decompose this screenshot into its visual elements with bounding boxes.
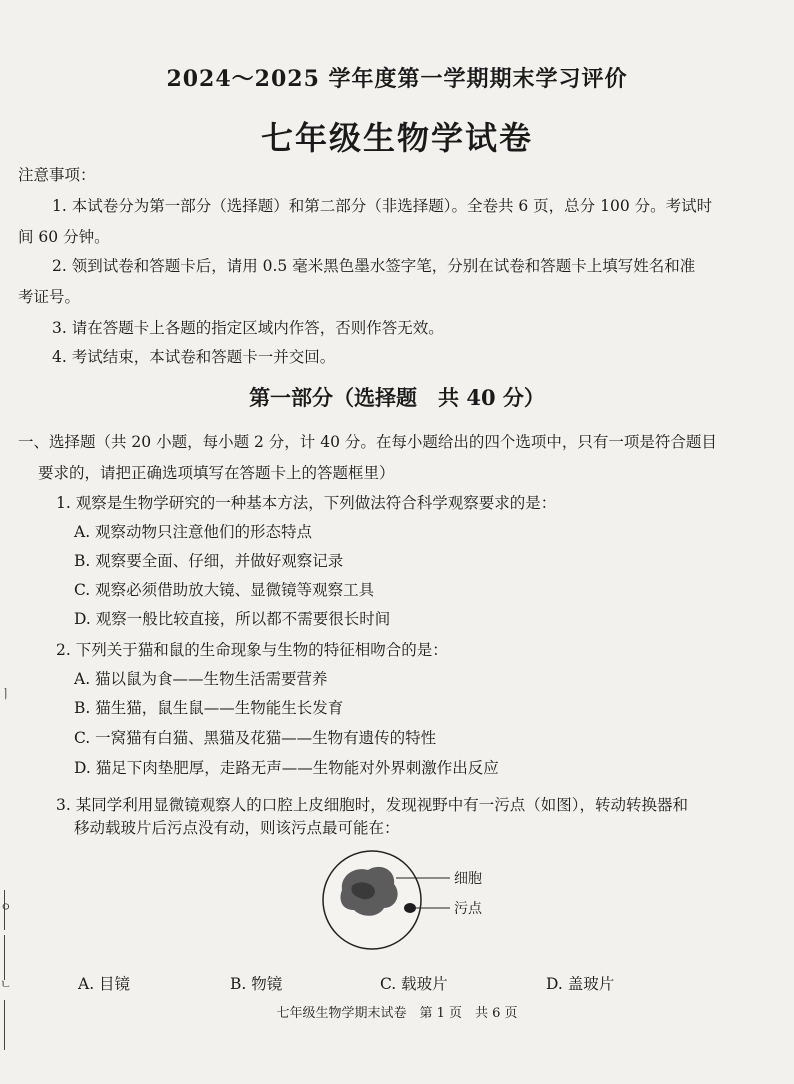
option-a: A. 观察动物只注意他们的形态特点 xyxy=(74,523,313,541)
exam-subtitle: 七年级生物学试卷 xyxy=(260,119,533,157)
option-a: A. 猫以鼠为食——生物生活需要营养 xyxy=(74,670,328,688)
note-item: 考证号。 xyxy=(18,288,81,306)
note-item: 2. 领到试卷和答题卡后，请用 0.5 毫米黑色墨水签字笔，分别在试卷和答题卡上填写姓名和准 xyxy=(52,257,696,275)
note-item: 4. 考试结束，本试卷和答题卡一并交回。 xyxy=(52,348,336,366)
note-item: 3. 请在答题卡上各题的指定区域内作答，否则作答无效。 xyxy=(52,319,444,337)
option-c: C. 观察必须借助放大镜、显微镜等观察工具 xyxy=(74,581,375,599)
question-stem: 2. 下列关于猫和鼠的生命现象与生物的特征相吻合的是： xyxy=(56,641,448,659)
page-footer: 七年级生物学期末试卷 第 1 页 共 6 页 xyxy=(276,1006,518,1021)
notes-heading: 注意事项： xyxy=(18,166,96,184)
margin-mark: ㄴ xyxy=(0,977,12,991)
option-c: C. 一窝猫有白猫、黑猫及花猫——生物有遗传的特性 xyxy=(74,729,437,747)
option-b: B. 猫生猫，鼠生鼠——生物能生长发育 xyxy=(74,699,344,717)
option-c: C. 载玻片 xyxy=(380,975,448,993)
label-cell: 细胞 xyxy=(454,871,482,887)
option-d: D. 盖玻片 xyxy=(546,975,615,993)
margin-mark: ㅣ xyxy=(0,687,12,701)
question-stem: 移动载玻片后污点没有动，则该污点最可能在： xyxy=(74,819,400,837)
exam-title: 2024～2025 学年度第一学期期末学习评价 xyxy=(166,66,628,92)
option-a: A. 目镜 xyxy=(78,975,131,993)
question-stem: 1. 观察是生物学研究的一种基本方法，下列做法符合科学观察要求的是： xyxy=(56,494,557,512)
option-b: B. 物镜 xyxy=(230,975,283,993)
microscope-field-figure xyxy=(318,848,518,958)
question-stem: 3. 某同学利用显微镜观察人的口腔上皮细胞时，发现视野中有一污点（如图），转动转换器和 xyxy=(56,796,688,814)
note-item: 1. 本试卷分为第一部分（选择题）和第二部分（非选择题）。全卷共 6 页，总分 100 分。考试时 xyxy=(52,197,713,215)
option-d: D. 猫足下肉垫肥厚，走路无声——生物能对外界刺激作出反应 xyxy=(74,759,499,777)
binding-line xyxy=(4,935,5,980)
margin-mark: ㅇ xyxy=(0,900,12,914)
section-intro: 要求的，请把正确选项填写在答题卡上的答题框里） xyxy=(38,464,395,482)
option-b: B. 观察要全面、仔细，并做好观察记录 xyxy=(74,552,344,570)
section-title: 第一部分（选择题 共 40 分） xyxy=(249,385,545,410)
note-item: 间 60 分钟。 xyxy=(18,228,110,246)
spot-mark xyxy=(404,903,416,913)
option-d: D. 观察一般比较直接，所以都不需要很长时间 xyxy=(74,610,391,628)
section-intro: 一、选择题（共 20 小题，每小题 2 分，计 40 分。在每小题给出的四个选项中，只有一项是符合题目 xyxy=(18,433,717,451)
label-spot: 污点 xyxy=(454,901,482,917)
